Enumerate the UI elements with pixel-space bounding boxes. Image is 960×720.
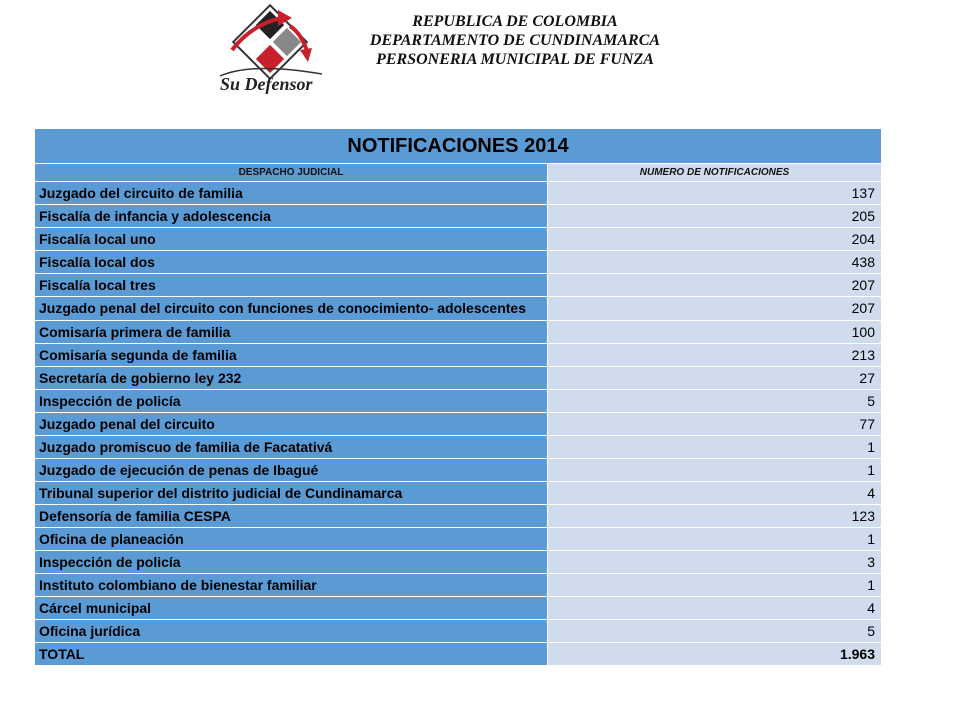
row-label: Juzgado penal del circuito con funciones de conocimiento- adolescentes	[35, 297, 548, 320]
row-label: Defensoría de familia CESPA	[35, 505, 548, 527]
header-line-2: DEPARTAMENTO DE CUNDINAMARCA	[369, 32, 661, 49]
table-row	[35, 574, 881, 597]
row-label: Inspección de policía	[35, 390, 548, 412]
table-row	[35, 620, 881, 643]
row-label: Juzgado del circuito de familia	[35, 182, 548, 204]
table-row	[35, 251, 881, 274]
row-label: Comisaría segunda de familia	[35, 344, 548, 366]
table-title: NOTIFICACIONES 2014	[35, 129, 881, 164]
table-row	[35, 390, 881, 413]
logo-text: Su Defensor	[220, 74, 313, 94]
row-label: Fiscalía local dos	[35, 251, 548, 273]
row-label: Fiscalía de infancia y adolescencia	[35, 205, 548, 227]
header-line-1: REPUBLICA DE COLOMBIA	[412, 13, 618, 30]
row-value: 137	[548, 182, 881, 204]
row-value: 4	[548, 482, 881, 504]
document-header	[340, 12, 690, 69]
table-row	[35, 321, 881, 344]
table-row	[35, 367, 881, 390]
row-value: 1	[548, 574, 881, 596]
row-label: Oficina jurídica	[35, 620, 548, 642]
header-line-3: PERSONERIA MUNICIPAL DE FUNZA	[376, 51, 654, 68]
table-row	[35, 551, 881, 574]
row-value: 204	[548, 228, 881, 250]
table-row	[35, 528, 881, 551]
row-value: 207	[548, 274, 881, 296]
row-value: 1	[548, 528, 881, 550]
row-value: 1	[548, 436, 881, 458]
notifications-table	[35, 129, 881, 666]
table-row	[35, 182, 881, 205]
row-value: 207	[548, 297, 881, 320]
row-label: Inspección de policía	[35, 551, 548, 573]
row-value: 213	[548, 344, 881, 366]
table-row	[35, 597, 881, 620]
row-label: Cárcel municipal	[35, 597, 548, 619]
row-label: Fiscalía local uno	[35, 228, 548, 250]
row-value: 123	[548, 505, 881, 527]
row-value: 438	[548, 251, 881, 273]
table-row	[35, 505, 881, 528]
row-label: Juzgado de ejecución de penas de Ibagué	[35, 459, 548, 481]
row-value: 1	[548, 459, 881, 481]
total-row	[35, 643, 881, 666]
row-value: 4	[548, 597, 881, 619]
table-row	[35, 274, 881, 297]
row-label: Juzgado penal del circuito	[35, 413, 548, 435]
row-label: Comisaría primera de familia	[35, 321, 548, 343]
table-row	[35, 413, 881, 436]
row-value: 205	[548, 205, 881, 227]
table-header-row	[35, 164, 881, 182]
table-row	[35, 436, 881, 459]
row-value: 3	[548, 551, 881, 573]
column-header-despacho: DESPACHO JUDICIAL	[35, 164, 548, 181]
row-value: 100	[548, 321, 881, 343]
table-row	[35, 297, 881, 321]
row-label: Secretaría de gobierno ley 232	[35, 367, 548, 389]
total-value: 1.963	[548, 643, 881, 665]
table-row	[35, 228, 881, 251]
row-label: Fiscalía local tres	[35, 274, 548, 296]
row-label: Juzgado promiscuo de familia de Facatativá	[35, 436, 548, 458]
column-header-numero: NUMERO DE NOTIFICACIONES	[548, 164, 881, 181]
row-value: 77	[548, 413, 881, 435]
total-label: TOTAL	[35, 643, 548, 665]
row-value: 27	[548, 367, 881, 389]
table-row	[35, 205, 881, 228]
personeria-logo	[212, 4, 330, 104]
table-row	[35, 482, 881, 505]
row-label: Instituto colombiano de bienestar familiar	[35, 574, 548, 596]
row-label: Tribunal superior del distrito judicial de Cundinamarca	[35, 482, 548, 504]
row-value: 5	[548, 620, 881, 642]
row-value: 5	[548, 390, 881, 412]
table-row	[35, 344, 881, 367]
table-row	[35, 459, 881, 482]
row-label: Oficina de planeación	[35, 528, 548, 550]
